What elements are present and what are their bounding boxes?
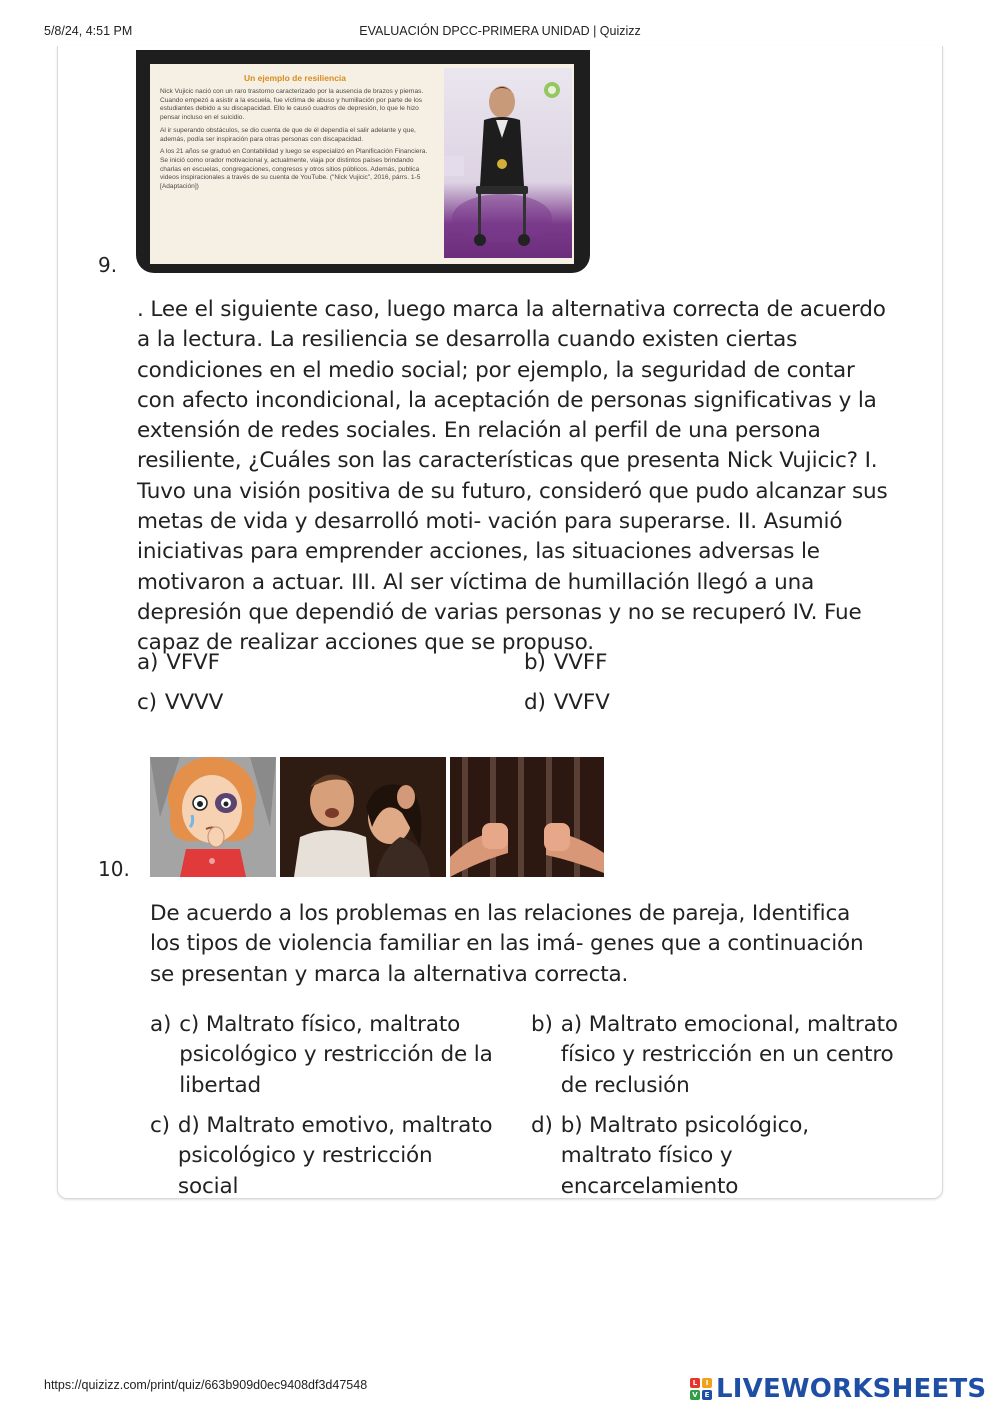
resilience-paragraph: A los 21 años se graduó en Contabilidad y luego se especializó en Planificación Financiera. Se inició como orador motivacional y, actualmente, viaja por distintos países brindando charlas en escuelas, congregaciones, congresos y otros sitios públicos. Además, publica videos inspiracionales a través de su cuenta de YouTube. ("Nick Vujicic", 2016, párrs. 1-5 [Adaptación]) [160,148,428,191]
option-letter: c) [150,1113,170,1138]
resilience-case-image [136,50,590,273]
resilience-case-panel [150,64,574,264]
resilience-paragraph: Nick Vujicic nació con un raro trastorno caracterizado por la ausencia de brazos y piernas. Cuando empezó a asistir a la escuela, fue víctima de abuso y humillación por parte de los estudiantes debido a su discapacidad. Ello le causó cuadros de depresión, lo que le hizo pensar incluso en el suicidio. [160,88,424,122]
answer-option[interactable] [524,648,884,678]
option-text: d) Maltrato emotivo, maltrato psicológico y restricción social [177,1113,493,1199]
logo-letter: V [690,1390,700,1400]
liveworksheets-logo-icon [690,1378,712,1400]
resilience-case-title: Un ejemplo de resiliencia [243,73,347,83]
question-9-text: . Lee el siguiente caso, luego marca la alternativa correcta de acuerdo a la lectura. La resiliencia se desarrolla cuando existen ciertas condiciones en el medio social; por ejemplo, la seguridad de contar con afecto incondicional, la aceptación de personas significativas y la extensión de redes sociales. En relación al perfil de una persona resiliente, ¿Cuáles son las características que presenta Nick Vujicic? I. Tuvo una visión positiva de su futuro, consideró que pudo alcanzar sus metas de vida y desarrolló moti- vación para superarse. II. Asumió iniciativas para emprender acciones, las situaciones adversas le motivaron a actuar. III. Al ser víctima de humillación llegó a una depresión que dependió de varias personas y no se recuperó IV. Fue capaz de realizar acciones que se propuso. [137,297,888,656]
option-text: a) Maltrato emocional, maltrato físico y restricción en un centro de reclusión [560,1012,898,1098]
nick-vujicic-illustration [444,68,572,258]
footer-url[interactable]: https://quizizz.com/print/quiz/663b909d0ec9408df3d47548 [44,1378,368,1392]
couple-arguing-photo [280,757,446,877]
logo-letter: L [690,1378,700,1388]
logo-letter: E [702,1390,712,1400]
option-letter: b) [531,1012,553,1037]
violence-types-image [150,757,604,877]
option-text: VVFV [553,690,610,715]
answer-option[interactable] [531,1111,901,1202]
resilience-paragraph: Al ir superando obstáculos, se dio cuenta de que de él dependía el salir adelante y que, además, podía ser inspiración para otras personas con discapacidad. [160,126,416,143]
bruised-woman-cartoon [150,757,276,877]
option-letter: d) [531,1113,553,1138]
prison-bars-photo [450,757,604,877]
option-letter: c) [137,690,157,715]
liveworksheets-logo-text: LIVEWORKSHEETS [716,1374,987,1404]
option-text: b) Maltrato psicológico, maltrato físico y encarcelamiento [560,1113,809,1199]
option-letter: b) [524,650,546,675]
liveworksheets-logo[interactable] [690,1374,986,1404]
answer-option[interactable] [150,1010,495,1101]
question-9-number: 9. [98,253,118,277]
option-text: VVVV [164,690,224,715]
question-10-text: De acuerdo a los problemas en las relaciones de pareja, Identifica los tipos de violencia familiar en las imá- genes que a continuación se presentan y marca la alternativa correcta. [150,901,864,987]
answer-option[interactable] [531,1010,901,1101]
print-page-title: EVALUACIÓN DPCC-PRIMERA UNIDAD | Quizizz [359,24,641,38]
answer-option[interactable] [150,1111,495,1202]
answer-option[interactable] [137,648,497,678]
answer-option[interactable] [524,688,884,718]
option-letter: d) [524,690,546,715]
answer-option[interactable] [137,688,497,718]
option-letter: a) [137,650,159,675]
print-datetime: 5/8/24, 4:51 PM [44,24,133,38]
option-letter: a) [150,1012,172,1037]
option-text: VVFF [553,650,608,675]
nick-vujicic-photo [444,68,572,258]
option-text: c) Maltrato físico, maltrato psicológico y restricción de la libertad [179,1012,493,1098]
resilience-case-text [160,88,432,196]
question-10-number: 10. [98,857,130,881]
logo-letter: I [702,1378,712,1388]
print-header [44,24,956,42]
option-text: VFVF [166,650,220,675]
